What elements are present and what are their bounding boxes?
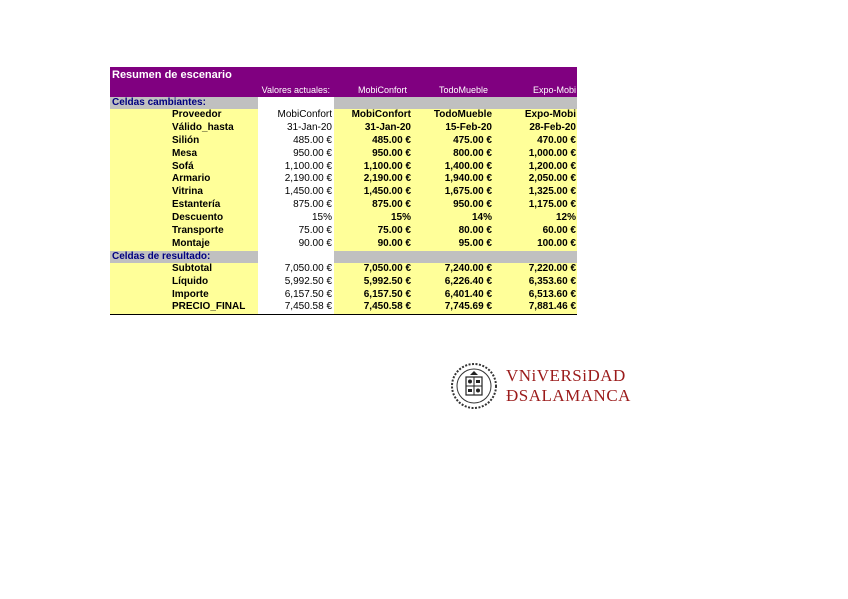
header-current: Valores actuales: bbox=[261, 85, 330, 95]
section-result-cells bbox=[110, 251, 577, 263]
row-label: Transporte bbox=[110, 225, 258, 238]
cell-scenario-2: 1,675.00 € bbox=[415, 186, 496, 199]
cell-scenario-1: 1,450.00 € bbox=[334, 186, 415, 199]
cell-scenario-1: 5,992.50 € bbox=[334, 276, 415, 289]
cell-current-value: 2,190.00 € bbox=[258, 173, 334, 186]
table-row bbox=[110, 148, 577, 161]
row-label: Importe bbox=[110, 289, 258, 302]
logo-line-1: VNiVERSiDAD bbox=[506, 366, 626, 385]
cell-scenario-3: Expo-Mobi bbox=[496, 109, 577, 122]
row-label: Montaje bbox=[110, 238, 258, 251]
cell-scenario-1: 485.00 € bbox=[334, 135, 415, 148]
row-label: Vitrina bbox=[110, 186, 258, 199]
cell-scenario-1: 15% bbox=[334, 212, 415, 225]
cell-scenario-3: 28-Feb-20 bbox=[496, 122, 577, 135]
cell-current-value: MobiConfort bbox=[258, 109, 334, 122]
table-row bbox=[110, 263, 577, 276]
university-seal-icon bbox=[450, 362, 498, 410]
cell-scenario-2: 15-Feb-20 bbox=[415, 122, 496, 135]
cell-scenario-2: 475.00 € bbox=[415, 135, 496, 148]
scenario-summary-table bbox=[110, 67, 577, 315]
section-label: Celdas cambiantes: bbox=[110, 97, 258, 109]
table-row bbox=[110, 199, 577, 212]
table-row bbox=[110, 276, 577, 289]
table-row bbox=[110, 186, 577, 199]
table-row bbox=[110, 173, 577, 186]
cell-scenario-3: 1,000.00 € bbox=[496, 148, 577, 161]
cell-scenario-2: TodoMueble bbox=[415, 109, 496, 122]
header-scenario-2: TodoMueble bbox=[438, 85, 488, 95]
section-changing-cells bbox=[110, 97, 577, 109]
row-label: Estantería bbox=[110, 199, 258, 212]
row-label: Líquido bbox=[110, 276, 258, 289]
row-label: Subtotal bbox=[110, 263, 258, 276]
cell-scenario-2: 80.00 € bbox=[415, 225, 496, 238]
logo-wordmark bbox=[506, 366, 631, 406]
cell-scenario-1: 875.00 € bbox=[334, 199, 415, 212]
cell-current-value: 90.00 € bbox=[258, 238, 334, 251]
row-label: PRECIO_FINAL bbox=[110, 301, 258, 314]
cell-scenario-1: 90.00 € bbox=[334, 238, 415, 251]
table-row bbox=[110, 135, 577, 148]
university-logo bbox=[448, 340, 632, 432]
cell-current-value: 6,157.50 € bbox=[258, 289, 334, 302]
table-row bbox=[110, 122, 577, 135]
cell-scenario-1: MobiConfort bbox=[334, 109, 415, 122]
table-row bbox=[110, 161, 577, 174]
row-label: Descuento bbox=[110, 212, 258, 225]
logo-line-2: ÐSALAMANCA bbox=[506, 386, 631, 405]
header-blank bbox=[110, 84, 258, 97]
table-row bbox=[110, 109, 577, 122]
cell-current-value: 1,450.00 € bbox=[258, 186, 334, 199]
cell-scenario-2: 1,400.00 € bbox=[415, 161, 496, 174]
cell-scenario-3: 7,881.46 € bbox=[496, 301, 577, 314]
cell-scenario-1: 950.00 € bbox=[334, 148, 415, 161]
cell-current-value: 31-Jan-20 bbox=[258, 122, 334, 135]
cell-scenario-3: 60.00 € bbox=[496, 225, 577, 238]
cell-current-value: 1,100.00 € bbox=[258, 161, 334, 174]
cell-scenario-2: 95.00 € bbox=[415, 238, 496, 251]
cell-scenario-3: 100.00 € bbox=[496, 238, 577, 251]
cell-scenario-2: 950.00 € bbox=[415, 199, 496, 212]
row-label: Mesa bbox=[110, 148, 258, 161]
cell-scenario-3: 1,175.00 € bbox=[496, 199, 577, 212]
cell-scenario-1: 2,190.00 € bbox=[334, 173, 415, 186]
cell-scenario-1: 6,157.50 € bbox=[334, 289, 415, 302]
changing-rows bbox=[110, 109, 577, 251]
cell-scenario-3: 1,200.00 € bbox=[496, 161, 577, 174]
cell-current-value: 5,992.50 € bbox=[258, 276, 334, 289]
table-row bbox=[110, 212, 577, 225]
cell-scenario-3: 1,325.00 € bbox=[496, 186, 577, 199]
cell-scenario-3: 7,220.00 € bbox=[496, 263, 577, 276]
header-scenario-1: MobiConfort bbox=[357, 85, 407, 95]
row-label: Silión bbox=[110, 135, 258, 148]
row-label: Proveedor bbox=[110, 109, 258, 122]
table-row bbox=[110, 301, 577, 314]
cell-current-value: 7,050.00 € bbox=[258, 263, 334, 276]
cell-scenario-2: 6,226.40 € bbox=[415, 276, 496, 289]
cell-current-value: 75.00 € bbox=[258, 225, 334, 238]
table-row bbox=[110, 238, 577, 251]
row-label: Armario bbox=[110, 173, 258, 186]
cell-scenario-1: 7,050.00 € bbox=[334, 263, 415, 276]
cell-scenario-3: 470.00 € bbox=[496, 135, 577, 148]
cell-scenario-3: 6,353.60 € bbox=[496, 276, 577, 289]
cell-scenario-1: 31-Jan-20 bbox=[334, 122, 415, 135]
cell-scenario-3: 6,513.60 € bbox=[496, 289, 577, 302]
cell-scenario-3: 12% bbox=[496, 212, 577, 225]
cell-current-value: 950.00 € bbox=[258, 148, 334, 161]
cell-scenario-2: 14% bbox=[415, 212, 496, 225]
cell-scenario-3: 2,050.00 € bbox=[496, 173, 577, 186]
column-header-row bbox=[110, 84, 577, 97]
cell-scenario-2: 7,745.69 € bbox=[415, 301, 496, 314]
table-row bbox=[110, 289, 577, 302]
cell-scenario-1: 7,450.58 € bbox=[334, 301, 415, 314]
cell-current-value: 875.00 € bbox=[258, 199, 334, 212]
cell-current-value: 7,450.58 € bbox=[258, 301, 334, 314]
header-scenario-3: Expo-Mobi bbox=[532, 85, 576, 95]
row-label: Sofá bbox=[110, 161, 258, 174]
row-label: Válido_hasta bbox=[110, 122, 258, 135]
cell-scenario-2: 6,401.40 € bbox=[415, 289, 496, 302]
result-rows bbox=[110, 263, 577, 315]
summary-title: Resumen de escenario bbox=[110, 67, 577, 84]
cell-scenario-1: 1,100.00 € bbox=[334, 161, 415, 174]
cell-scenario-2: 800.00 € bbox=[415, 148, 496, 161]
cell-current-value: 15% bbox=[258, 212, 334, 225]
cell-current-value: 485.00 € bbox=[258, 135, 334, 148]
cell-scenario-1: 75.00 € bbox=[334, 225, 415, 238]
table-row bbox=[110, 225, 577, 238]
cell-scenario-2: 1,940.00 € bbox=[415, 173, 496, 186]
cell-scenario-2: 7,240.00 € bbox=[415, 263, 496, 276]
section-label: Celdas de resultado: bbox=[110, 251, 258, 263]
